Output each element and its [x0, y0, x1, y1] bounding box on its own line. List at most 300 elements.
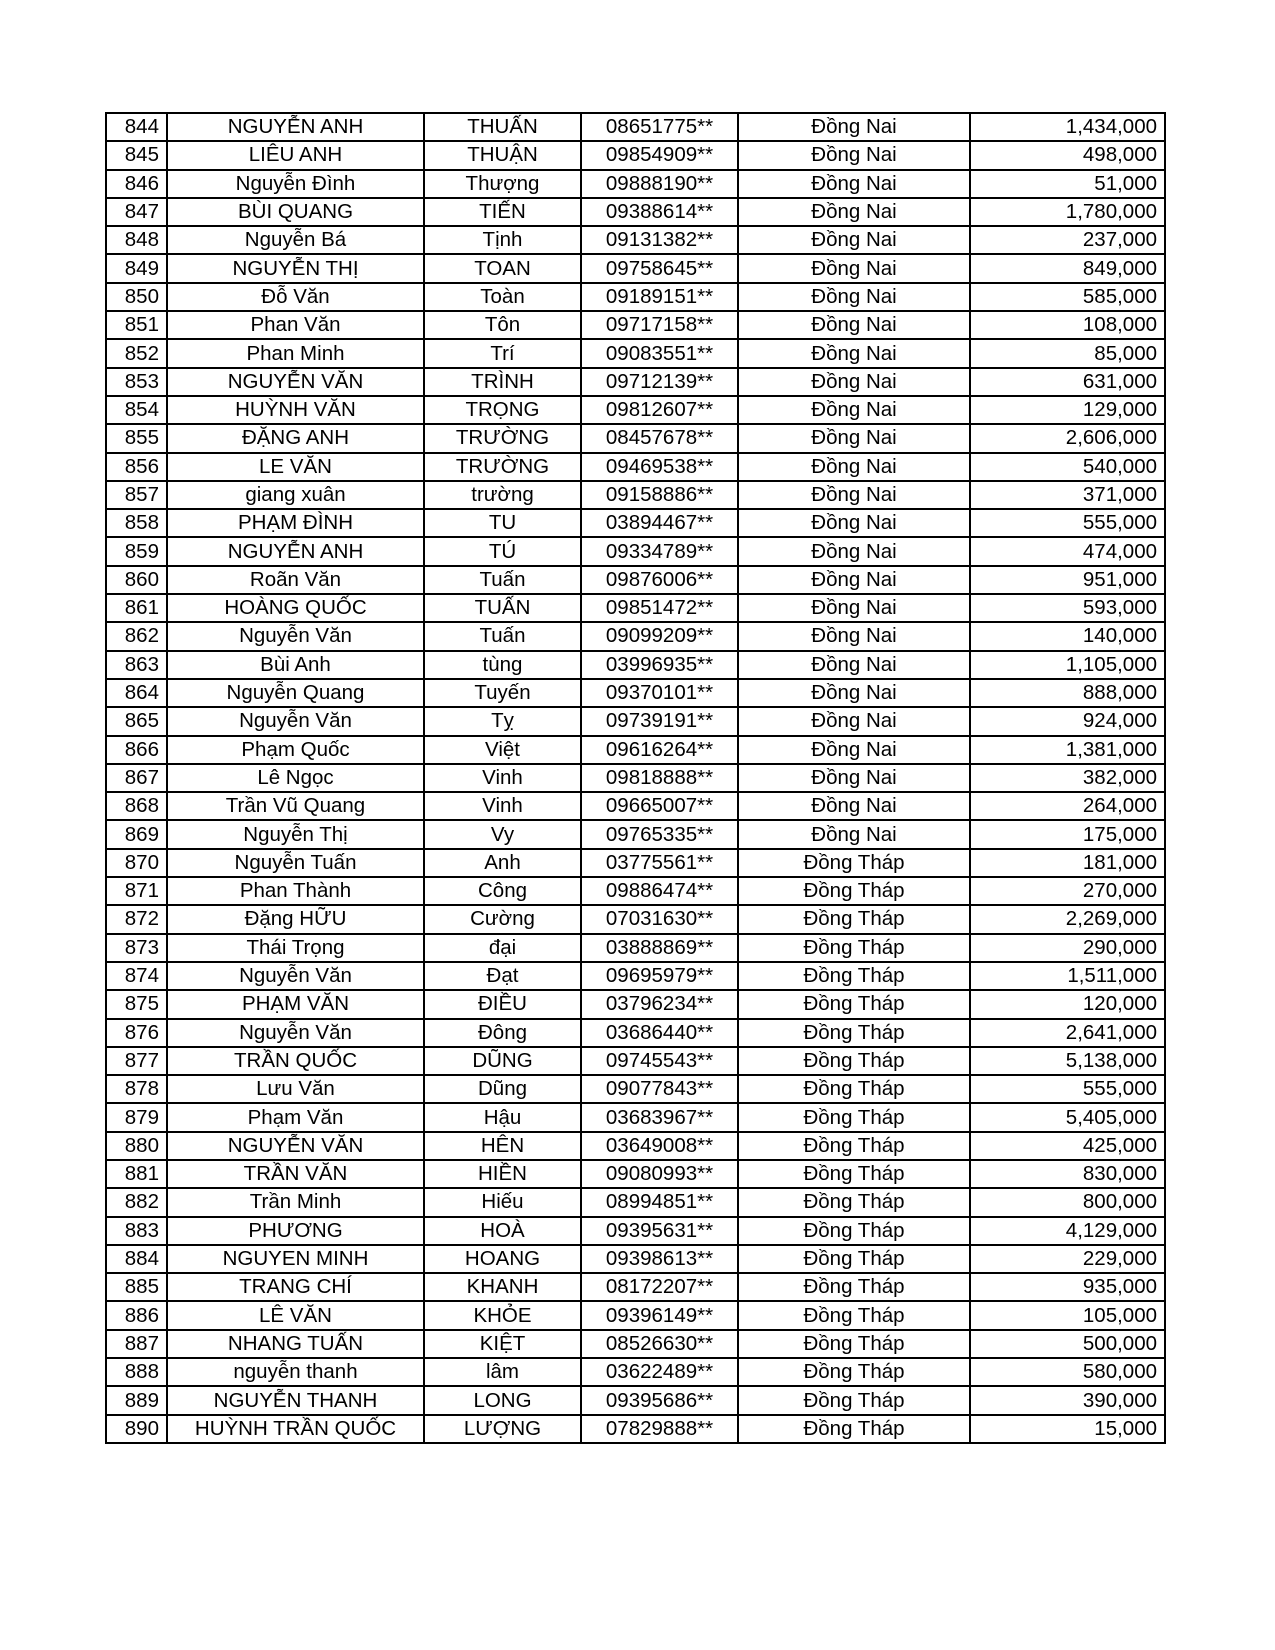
- table-row: [106, 849, 1165, 877]
- amount-cell: 830,000: [970, 1160, 1165, 1188]
- family-name-cell: NGUYỄN VĂN: [167, 1132, 424, 1160]
- family-name-cell: HUỲNH TRẦN QUỐC: [167, 1415, 424, 1443]
- family-name-cell: PHẠM VĂN: [167, 990, 424, 1018]
- phone-number-cell: 09758645**: [581, 254, 738, 282]
- amount-cell: 924,000: [970, 707, 1165, 735]
- table-row: [106, 1358, 1165, 1386]
- table-row: [106, 1273, 1165, 1301]
- family-name-cell: Lưu Văn: [167, 1075, 424, 1103]
- province-cell: Đồng Tháp: [738, 1103, 970, 1131]
- province-cell: Đồng Tháp: [738, 1301, 970, 1329]
- amount-cell: 555,000: [970, 509, 1165, 537]
- phone-number-cell: 09189151**: [581, 283, 738, 311]
- given-name-cell: TRỌNG: [424, 396, 581, 424]
- phone-number-cell: 09158886**: [581, 481, 738, 509]
- family-name-cell: Lê Ngọc: [167, 764, 424, 792]
- phone-number-cell: 09886474**: [581, 877, 738, 905]
- province-cell: Đồng Nai: [738, 141, 970, 169]
- given-name-cell: TU: [424, 509, 581, 537]
- province-cell: Đồng Nai: [738, 707, 970, 735]
- table-row: [106, 679, 1165, 707]
- phone-number-cell: 03894467**: [581, 509, 738, 537]
- phone-number-cell: 09818888**: [581, 764, 738, 792]
- given-name-cell: LONG: [424, 1386, 581, 1414]
- family-name-cell: NGUYỄN THỊ: [167, 254, 424, 282]
- given-name-cell: HOÀ: [424, 1217, 581, 1245]
- province-cell: Đồng Nai: [738, 198, 970, 226]
- amount-cell: 382,000: [970, 764, 1165, 792]
- table-row: [106, 934, 1165, 962]
- province-cell: Đồng Tháp: [738, 1132, 970, 1160]
- province-cell: Đồng Nai: [738, 679, 970, 707]
- phone-number-cell: 03686440**: [581, 1019, 738, 1047]
- family-name-cell: NGUYỄN ANH: [167, 537, 424, 565]
- given-name-cell: Công: [424, 877, 581, 905]
- row-number-cell: 882: [106, 1188, 167, 1216]
- row-number-cell: 869: [106, 820, 167, 848]
- table-row: [106, 1245, 1165, 1273]
- given-name-cell: đại: [424, 934, 581, 962]
- row-number-cell: 864: [106, 679, 167, 707]
- given-name-cell: Tuyến: [424, 679, 581, 707]
- phone-number-cell: 08172207**: [581, 1273, 738, 1301]
- table-row: [106, 283, 1165, 311]
- phone-number-cell: 03796234**: [581, 990, 738, 1018]
- row-number-cell: 846: [106, 170, 167, 198]
- phone-number-cell: 09396149**: [581, 1301, 738, 1329]
- family-name-cell: BÙI QUANG: [167, 198, 424, 226]
- table-row: [106, 1160, 1165, 1188]
- family-name-cell: LIÊU ANH: [167, 141, 424, 169]
- province-cell: Đồng Nai: [738, 311, 970, 339]
- amount-cell: 264,000: [970, 792, 1165, 820]
- table-row: [106, 311, 1165, 339]
- phone-number-cell: 09812607**: [581, 396, 738, 424]
- family-name-cell: Nguyễn Thị: [167, 820, 424, 848]
- row-number-cell: 856: [106, 453, 167, 481]
- row-number-cell: 862: [106, 622, 167, 650]
- family-name-cell: LE VĂN: [167, 453, 424, 481]
- province-cell: Đồng Tháp: [738, 990, 970, 1018]
- row-number-cell: 860: [106, 566, 167, 594]
- row-number-cell: 887: [106, 1330, 167, 1358]
- province-cell: Đồng Nai: [738, 566, 970, 594]
- phone-number-cell: 09370101**: [581, 679, 738, 707]
- given-name-cell: tùng: [424, 651, 581, 679]
- family-name-cell: HOÀNG QUỐC: [167, 594, 424, 622]
- given-name-cell: Đạt: [424, 962, 581, 990]
- given-name-cell: Hậu: [424, 1103, 581, 1131]
- given-name-cell: trường: [424, 481, 581, 509]
- given-name-cell: Anh: [424, 849, 581, 877]
- given-name-cell: TUẤN: [424, 594, 581, 622]
- phone-number-cell: 03649008**: [581, 1132, 738, 1160]
- phone-number-cell: 08526630**: [581, 1330, 738, 1358]
- row-number-cell: 850: [106, 283, 167, 311]
- table-row: [106, 453, 1165, 481]
- phone-number-cell: 09395631**: [581, 1217, 738, 1245]
- province-cell: Đồng Tháp: [738, 1273, 970, 1301]
- given-name-cell: TIẾN: [424, 198, 581, 226]
- table-row: [106, 566, 1165, 594]
- row-number-cell: 848: [106, 226, 167, 254]
- amount-cell: 585,000: [970, 283, 1165, 311]
- family-name-cell: Phạm Văn: [167, 1103, 424, 1131]
- row-number-cell: 885: [106, 1273, 167, 1301]
- table-row: [106, 594, 1165, 622]
- given-name-cell: HIỀN: [424, 1160, 581, 1188]
- province-cell: Đồng Nai: [738, 651, 970, 679]
- given-name-cell: TRÌNH: [424, 368, 581, 396]
- province-cell: Đồng Tháp: [738, 1415, 970, 1443]
- province-cell: Đồng Tháp: [738, 1160, 970, 1188]
- row-number-cell: 865: [106, 707, 167, 735]
- phone-number-cell: 08651775**: [581, 113, 738, 141]
- amount-cell: 888,000: [970, 679, 1165, 707]
- table-body: [106, 113, 1165, 1443]
- province-cell: Đồng Nai: [738, 424, 970, 452]
- given-name-cell: Tỵ: [424, 707, 581, 735]
- table-row: [106, 962, 1165, 990]
- amount-cell: 540,000: [970, 453, 1165, 481]
- family-name-cell: Trần Vũ Quang: [167, 792, 424, 820]
- table-row: [106, 141, 1165, 169]
- province-cell: Đồng Tháp: [738, 1075, 970, 1103]
- row-number-cell: 874: [106, 962, 167, 990]
- table-row: [106, 820, 1165, 848]
- family-name-cell: NGUYỄN VĂN: [167, 368, 424, 396]
- table-row: [106, 254, 1165, 282]
- given-name-cell: HÊN: [424, 1132, 581, 1160]
- phone-number-cell: 09695979**: [581, 962, 738, 990]
- amount-cell: 237,000: [970, 226, 1165, 254]
- given-name-cell: Đông: [424, 1019, 581, 1047]
- family-name-cell: Phạm Quốc: [167, 736, 424, 764]
- province-cell: Đồng Nai: [738, 226, 970, 254]
- amount-cell: 5,405,000: [970, 1103, 1165, 1131]
- amount-cell: 1,511,000: [970, 962, 1165, 990]
- table-row: [106, 877, 1165, 905]
- amount-cell: 800,000: [970, 1188, 1165, 1216]
- given-name-cell: Tuấn: [424, 622, 581, 650]
- province-cell: Đồng Nai: [738, 339, 970, 367]
- province-cell: Đồng Nai: [738, 509, 970, 537]
- given-name-cell: THUẤN: [424, 113, 581, 141]
- amount-cell: 951,000: [970, 566, 1165, 594]
- row-number-cell: 877: [106, 1047, 167, 1075]
- family-name-cell: Nguyễn Văn: [167, 962, 424, 990]
- table-row: [106, 396, 1165, 424]
- given-name-cell: Dũng: [424, 1075, 581, 1103]
- family-name-cell: TRẦN QUỐC: [167, 1047, 424, 1075]
- row-number-cell: 878: [106, 1075, 167, 1103]
- given-name-cell: Tịnh: [424, 226, 581, 254]
- row-number-cell: 883: [106, 1217, 167, 1245]
- given-name-cell: Cường: [424, 905, 581, 933]
- family-name-cell: Đặng HỮU: [167, 905, 424, 933]
- province-cell: Đồng Nai: [738, 594, 970, 622]
- table-row: [106, 764, 1165, 792]
- given-name-cell: Tôn: [424, 311, 581, 339]
- amount-cell: 849,000: [970, 254, 1165, 282]
- given-name-cell: Trí: [424, 339, 581, 367]
- row-number-cell: 873: [106, 934, 167, 962]
- row-number-cell: 884: [106, 1245, 167, 1273]
- amount-cell: 2,641,000: [970, 1019, 1165, 1047]
- amount-cell: 935,000: [970, 1273, 1165, 1301]
- amount-cell: 85,000: [970, 339, 1165, 367]
- given-name-cell: KHANH: [424, 1273, 581, 1301]
- given-name-cell: TRƯỜNG: [424, 453, 581, 481]
- row-number-cell: 857: [106, 481, 167, 509]
- phone-number-cell: 09876006**: [581, 566, 738, 594]
- given-name-cell: TOAN: [424, 254, 581, 282]
- phone-number-cell: 09083551**: [581, 339, 738, 367]
- row-number-cell: 855: [106, 424, 167, 452]
- province-cell: Đồng Nai: [738, 453, 970, 481]
- table-row: [106, 368, 1165, 396]
- province-cell: Đồng Nai: [738, 622, 970, 650]
- province-cell: Đồng Nai: [738, 113, 970, 141]
- row-number-cell: 876: [106, 1019, 167, 1047]
- row-number-cell: 870: [106, 849, 167, 877]
- family-name-cell: TRẦN VĂN: [167, 1160, 424, 1188]
- amount-cell: 2,269,000: [970, 905, 1165, 933]
- phone-number-cell: 07829888**: [581, 1415, 738, 1443]
- phone-number-cell: 09739191**: [581, 707, 738, 735]
- given-name-cell: TRƯỜNG: [424, 424, 581, 452]
- family-name-cell: Roãn Văn: [167, 566, 424, 594]
- phone-number-cell: 09745543**: [581, 1047, 738, 1075]
- amount-cell: 580,000: [970, 1358, 1165, 1386]
- family-name-cell: NGUYỄN ANH: [167, 113, 424, 141]
- family-name-cell: TRANG CHÍ: [167, 1273, 424, 1301]
- given-name-cell: DŨNG: [424, 1047, 581, 1075]
- recipient-table: [105, 112, 1166, 1444]
- phone-number-cell: 09888190**: [581, 170, 738, 198]
- row-number-cell: 875: [106, 990, 167, 1018]
- row-number-cell: 889: [106, 1386, 167, 1414]
- amount-cell: 181,000: [970, 849, 1165, 877]
- phone-number-cell: 07031630**: [581, 905, 738, 933]
- table-row: [106, 1301, 1165, 1329]
- given-name-cell: TÚ: [424, 537, 581, 565]
- family-name-cell: PHƯƠNG: [167, 1217, 424, 1245]
- family-name-cell: giang xuân: [167, 481, 424, 509]
- province-cell: Đồng Tháp: [738, 1188, 970, 1216]
- table-row: [106, 509, 1165, 537]
- row-number-cell: 847: [106, 198, 167, 226]
- table-row: [106, 1386, 1165, 1414]
- province-cell: Đồng Nai: [738, 368, 970, 396]
- row-number-cell: 881: [106, 1160, 167, 1188]
- phone-number-cell: 09395686**: [581, 1386, 738, 1414]
- family-name-cell: Đỗ Văn: [167, 283, 424, 311]
- amount-cell: 500,000: [970, 1330, 1165, 1358]
- row-number-cell: 861: [106, 594, 167, 622]
- amount-cell: 290,000: [970, 934, 1165, 962]
- province-cell: Đồng Tháp: [738, 877, 970, 905]
- family-name-cell: ĐẶNG ANH: [167, 424, 424, 452]
- row-number-cell: 845: [106, 141, 167, 169]
- province-cell: Đồng Tháp: [738, 1330, 970, 1358]
- amount-cell: 425,000: [970, 1132, 1165, 1160]
- given-name-cell: ĐIỀU: [424, 990, 581, 1018]
- province-cell: Đồng Nai: [738, 396, 970, 424]
- province-cell: Đồng Nai: [738, 481, 970, 509]
- given-name-cell: Việt: [424, 736, 581, 764]
- given-name-cell: Vinh: [424, 792, 581, 820]
- province-cell: Đồng Nai: [738, 820, 970, 848]
- table-row: [106, 170, 1165, 198]
- table-row: [106, 537, 1165, 565]
- amount-cell: 1,381,000: [970, 736, 1165, 764]
- province-cell: Đồng Tháp: [738, 962, 970, 990]
- phone-number-cell: 09080993**: [581, 1160, 738, 1188]
- table-row: [106, 1217, 1165, 1245]
- phone-number-cell: 09851472**: [581, 594, 738, 622]
- family-name-cell: NHANG TUẤN: [167, 1330, 424, 1358]
- row-number-cell: 854: [106, 396, 167, 424]
- row-number-cell: 866: [106, 736, 167, 764]
- phone-number-cell: 08457678**: [581, 424, 738, 452]
- amount-cell: 2,606,000: [970, 424, 1165, 452]
- table-row: [106, 1047, 1165, 1075]
- phone-number-cell: 03996935**: [581, 651, 738, 679]
- phone-number-cell: 09398613**: [581, 1245, 738, 1273]
- province-cell: Đồng Nai: [738, 254, 970, 282]
- amount-cell: 390,000: [970, 1386, 1165, 1414]
- table-row: [106, 736, 1165, 764]
- family-name-cell: Nguyễn Bá: [167, 226, 424, 254]
- amount-cell: 474,000: [970, 537, 1165, 565]
- family-name-cell: Phan Minh: [167, 339, 424, 367]
- given-name-cell: Vy: [424, 820, 581, 848]
- given-name-cell: Hiếu: [424, 1188, 581, 1216]
- phone-number-cell: 09334789**: [581, 537, 738, 565]
- given-name-cell: KHỎE: [424, 1301, 581, 1329]
- given-name-cell: LƯỢNG: [424, 1415, 581, 1443]
- phone-number-cell: 09099209**: [581, 622, 738, 650]
- province-cell: Đồng Tháp: [738, 1358, 970, 1386]
- phone-number-cell: 09712139**: [581, 368, 738, 396]
- family-name-cell: Nguyễn Quang: [167, 679, 424, 707]
- row-number-cell: 888: [106, 1358, 167, 1386]
- table-row: [106, 1103, 1165, 1131]
- amount-cell: 498,000: [970, 141, 1165, 169]
- row-number-cell: 886: [106, 1301, 167, 1329]
- table-row: [106, 339, 1165, 367]
- amount-cell: 270,000: [970, 877, 1165, 905]
- phone-number-cell: 09665007**: [581, 792, 738, 820]
- given-name-cell: Vinh: [424, 764, 581, 792]
- province-cell: Đồng Tháp: [738, 934, 970, 962]
- phone-number-cell: 09854909**: [581, 141, 738, 169]
- province-cell: Đồng Nai: [738, 736, 970, 764]
- table-row: [106, 1075, 1165, 1103]
- amount-cell: 631,000: [970, 368, 1165, 396]
- row-number-cell: 858: [106, 509, 167, 537]
- row-number-cell: 890: [106, 1415, 167, 1443]
- phone-number-cell: 03622489**: [581, 1358, 738, 1386]
- given-name-cell: KIỆT: [424, 1330, 581, 1358]
- family-name-cell: Bùi Anh: [167, 651, 424, 679]
- province-cell: Đồng Nai: [738, 170, 970, 198]
- table-row: [106, 1132, 1165, 1160]
- amount-cell: 4,129,000: [970, 1217, 1165, 1245]
- amount-cell: 5,138,000: [970, 1047, 1165, 1075]
- row-number-cell: 851: [106, 311, 167, 339]
- family-name-cell: NGUYỄN THANH: [167, 1386, 424, 1414]
- family-name-cell: Nguyễn Đình: [167, 170, 424, 198]
- table-row: [106, 1019, 1165, 1047]
- table-row: [106, 905, 1165, 933]
- table-row: [106, 990, 1165, 1018]
- phone-number-cell: 03683967**: [581, 1103, 738, 1131]
- family-name-cell: Nguyễn Văn: [167, 707, 424, 735]
- row-number-cell: 859: [106, 537, 167, 565]
- amount-cell: 105,000: [970, 1301, 1165, 1329]
- row-number-cell: 852: [106, 339, 167, 367]
- given-name-cell: Thượng: [424, 170, 581, 198]
- row-number-cell: 844: [106, 113, 167, 141]
- family-name-cell: Trần Minh: [167, 1188, 424, 1216]
- family-name-cell: Nguyễn Tuấn: [167, 849, 424, 877]
- given-name-cell: Tuấn: [424, 566, 581, 594]
- province-cell: Đồng Tháp: [738, 1245, 970, 1273]
- amount-cell: 229,000: [970, 1245, 1165, 1273]
- phone-number-cell: 03888869**: [581, 934, 738, 962]
- province-cell: Đồng Tháp: [738, 1386, 970, 1414]
- amount-cell: 371,000: [970, 481, 1165, 509]
- row-number-cell: 868: [106, 792, 167, 820]
- province-cell: Đồng Tháp: [738, 849, 970, 877]
- family-name-cell: Nguyễn Văn: [167, 622, 424, 650]
- table-row: [106, 198, 1165, 226]
- row-number-cell: 871: [106, 877, 167, 905]
- amount-cell: 120,000: [970, 990, 1165, 1018]
- phone-number-cell: 09717158**: [581, 311, 738, 339]
- family-name-cell: Thái Trọng: [167, 934, 424, 962]
- phone-number-cell: 09131382**: [581, 226, 738, 254]
- phone-number-cell: 09765335**: [581, 820, 738, 848]
- phone-number-cell: 09077843**: [581, 1075, 738, 1103]
- province-cell: Đồng Nai: [738, 537, 970, 565]
- row-number-cell: 853: [106, 368, 167, 396]
- amount-cell: 555,000: [970, 1075, 1165, 1103]
- amount-cell: 1,434,000: [970, 113, 1165, 141]
- given-name-cell: Toàn: [424, 283, 581, 311]
- province-cell: Đồng Tháp: [738, 1047, 970, 1075]
- given-name-cell: THUẬN: [424, 141, 581, 169]
- amount-cell: 129,000: [970, 396, 1165, 424]
- table-row: [106, 424, 1165, 452]
- row-number-cell: 880: [106, 1132, 167, 1160]
- phone-number-cell: 09388614**: [581, 198, 738, 226]
- family-name-cell: Phan Thành: [167, 877, 424, 905]
- amount-cell: 593,000: [970, 594, 1165, 622]
- table-row: [106, 622, 1165, 650]
- table-row: [106, 651, 1165, 679]
- province-cell: Đồng Nai: [738, 792, 970, 820]
- family-name-cell: LÊ VĂN: [167, 1301, 424, 1329]
- table-row: [106, 113, 1165, 141]
- phone-number-cell: 09616264**: [581, 736, 738, 764]
- phone-number-cell: 09469538**: [581, 453, 738, 481]
- province-cell: Đồng Tháp: [738, 905, 970, 933]
- province-cell: Đồng Tháp: [738, 1217, 970, 1245]
- province-cell: Đồng Nai: [738, 283, 970, 311]
